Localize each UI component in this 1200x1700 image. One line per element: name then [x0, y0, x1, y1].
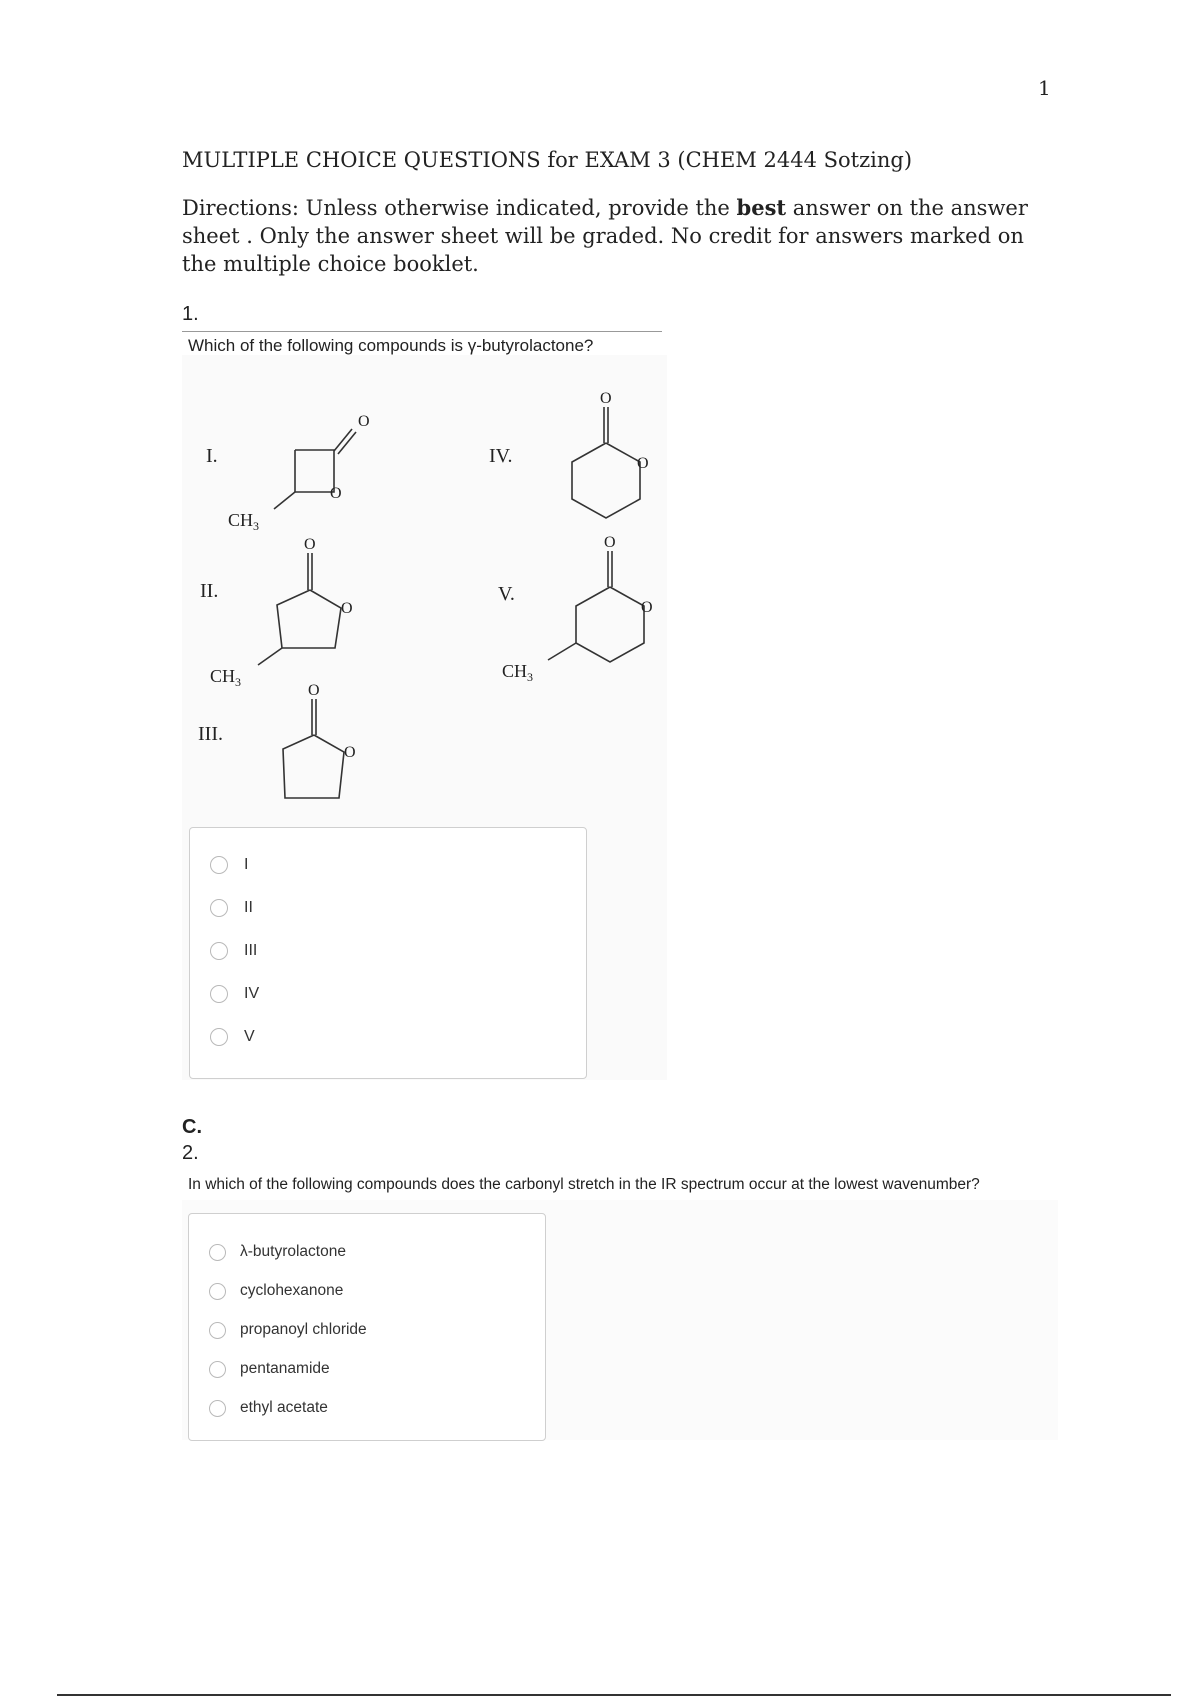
option-label: cyclohexanone — [240, 1282, 344, 1299]
answer-mark: C. — [182, 1116, 202, 1138]
option-pentanamide[interactable] — [209, 1360, 330, 1378]
radio-button[interactable] — [210, 942, 228, 960]
option-i[interactable] — [210, 856, 248, 874]
question-1-text: Which of the following compounds is γ-butyrolactone? — [188, 336, 594, 355]
directions-text — [182, 194, 1062, 278]
option-label: λ-butyrolactone — [240, 1243, 346, 1260]
option-label: I — [244, 856, 249, 873]
page-number: 1 — [1038, 76, 1051, 100]
option-label: IV — [244, 985, 260, 1002]
oxygen-label: O — [604, 534, 616, 551]
option-ethyl-acetate[interactable] — [209, 1399, 328, 1417]
ch-text: CH — [502, 661, 528, 681]
question-1-choices — [189, 827, 587, 1079]
subscript-3: 3 — [235, 675, 242, 689]
ch-text: CH — [228, 510, 254, 530]
structure-label-ii: II. — [200, 580, 219, 602]
option-label: ethyl acetate — [240, 1399, 328, 1416]
option-iii[interactable] — [210, 942, 257, 960]
option-label: propanoyl chloride — [240, 1321, 367, 1338]
radio-button[interactable] — [210, 856, 228, 874]
structure-iv — [572, 390, 649, 518]
structure-label-iii: III. — [198, 723, 223, 745]
option-v[interactable] — [210, 1028, 255, 1046]
radio-button[interactable] — [210, 1028, 228, 1046]
oxygen-label: O — [641, 599, 653, 616]
option-label: III — [244, 942, 258, 959]
subscript-3: 3 — [253, 519, 260, 533]
question-1-figure — [182, 355, 667, 1080]
methyl-label — [228, 510, 259, 533]
methyl-label — [210, 666, 241, 689]
question-1-number: 1. — [182, 303, 199, 325]
option-butyrolactone[interactable] — [209, 1243, 346, 1261]
question-2-number: 2. — [182, 1142, 199, 1164]
structure-ii — [210, 536, 353, 689]
option-cyclohexanone[interactable] — [209, 1282, 343, 1300]
oxygen-label: O — [341, 600, 353, 617]
radio-button[interactable] — [209, 1322, 226, 1339]
directions-rest: answer on the answer sheet . Only the answer sheet will be graded. No credit for answers marked on the multiple choice booklet. — [182, 196, 1028, 276]
oxygen-label: O — [304, 536, 316, 553]
methyl-label — [502, 661, 533, 684]
page-title: MULTIPLE CHOICE QUESTIONS for EXAM 3 (CHEM 2444 Sotzing) — [182, 148, 913, 172]
radio-button[interactable] — [209, 1361, 226, 1378]
oxygen-label: O — [344, 744, 356, 761]
option-label: V — [244, 1028, 255, 1045]
structure-v — [502, 534, 653, 684]
subscript-3: 3 — [527, 670, 534, 684]
footer-divider — [57, 1694, 1171, 1696]
radio-button[interactable] — [210, 985, 228, 1003]
directions-intro: Directions: Unless otherwise indicated, provide the — [182, 196, 737, 220]
structure-iii — [283, 682, 356, 798]
oxygen-label: O — [358, 413, 370, 430]
question-2-choices — [188, 1213, 546, 1441]
structure-label-iv: IV. — [489, 445, 513, 467]
oxygen-label: O — [308, 682, 320, 699]
structures-diagram — [182, 355, 667, 820]
question-1-divider — [182, 331, 662, 332]
radio-button[interactable] — [209, 1244, 226, 1261]
oxygen-label: O — [330, 485, 342, 502]
structure-i — [228, 413, 370, 533]
directions-emphasis: best — [736, 195, 787, 220]
option-label: II — [244, 899, 253, 916]
ch-text: CH — [210, 666, 236, 686]
structure-label-v: V. — [498, 583, 515, 605]
oxygen-label: O — [600, 390, 612, 407]
structure-label-i: I. — [206, 445, 218, 467]
radio-button[interactable] — [210, 899, 228, 917]
option-label: pentanamide — [240, 1360, 330, 1377]
question-2-text: In which of the following compounds does the carbonyl stretch in the IR spectrum occur at the lowest wavenumber? — [188, 1176, 980, 1193]
option-propanoyl-chloride[interactable] — [209, 1321, 367, 1339]
radio-button[interactable] — [209, 1400, 226, 1417]
question-2-panel — [182, 1200, 1058, 1440]
option-iv[interactable] — [210, 985, 259, 1003]
oxygen-label: O — [637, 455, 649, 472]
radio-button[interactable] — [209, 1283, 226, 1300]
option-ii[interactable] — [210, 899, 253, 917]
